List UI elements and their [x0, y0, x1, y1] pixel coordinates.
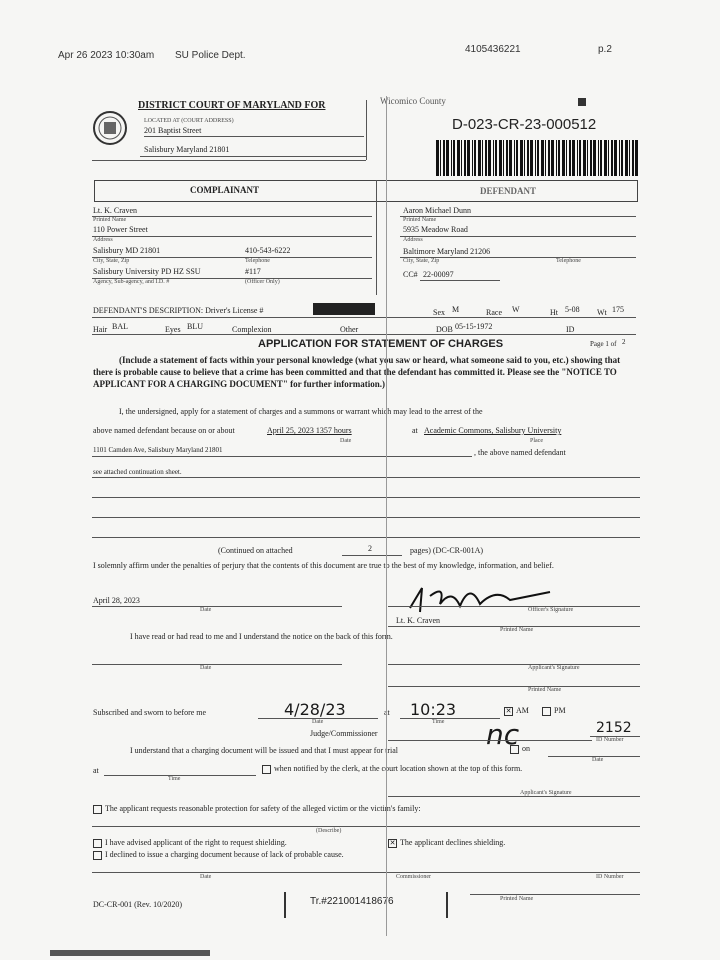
notified-text: when notified by the clerk, at the court location shown at the top of this form. [274, 764, 523, 773]
county: Wicomico County [380, 96, 446, 106]
pm-checkbox[interactable] [542, 706, 566, 716]
trial-on-box-icon [510, 745, 519, 754]
sex-value: M [452, 305, 460, 314]
at-text: at [412, 426, 418, 435]
declined-issue-text: I declined to issue a charging document because of lack of probable cause. [105, 850, 344, 859]
sworn-date-label: Date [312, 719, 324, 725]
commissioner-initials: nc [486, 718, 520, 751]
hair-value: BAL [112, 322, 128, 331]
judge-label: Judge/Commissioner [310, 729, 378, 738]
applicant-printed-name-label: Printed Name [528, 687, 562, 693]
complainant-address-label: Address [93, 237, 113, 243]
read-text: I have read or had read to me and I understand the notice on the back of this form. [130, 632, 393, 641]
court-seal-icon [92, 106, 132, 150]
race-value: W [512, 305, 520, 314]
case-number: D-023-CR-23-000512 [452, 116, 597, 133]
complainant-city-label: City, State, Zip [93, 258, 130, 264]
description-label: DEFENDANT'S DESCRIPTION: Driver's License # [93, 306, 264, 315]
protection-printed-name-label: Printed Name [500, 896, 534, 902]
eyes-value: BLU [187, 322, 203, 331]
complainant-phone: 410-543-6222 [245, 246, 291, 255]
page-label: Page 1 of [590, 340, 617, 348]
defendant-text: , the above named defendant [474, 448, 566, 457]
checkbox-icon [578, 98, 586, 106]
trial-date-label: Date [592, 757, 604, 763]
hair-label: Hair [93, 325, 108, 334]
sworn-at: at [384, 708, 390, 717]
tracking-number: Tr.#221001418676 [310, 896, 394, 907]
trial-time-label: Time [168, 776, 181, 782]
dob-label: DOB [436, 325, 453, 334]
continued-suffix: pages) (DC-CR-001A) [410, 546, 484, 555]
describe-label: (Describe) [316, 828, 342, 834]
am-check-icon: ✕ [505, 706, 512, 715]
affirm-text: I solemnly affirm under the penalties of perjury that the contents of this document are true to the best of my knowledge, information, and belief. [93, 561, 554, 570]
cc-number: 22-00097 [423, 270, 454, 279]
sex-label: Sex [433, 308, 445, 317]
fax-page: p.2 [598, 44, 612, 55]
signature-date: April 28, 2023 [93, 596, 140, 605]
application-title: APPLICATION FOR STATEMENT OF CHARGES [258, 338, 504, 350]
applicant-signature-label: Applicant's Signature [528, 665, 580, 671]
sworn-time: 10:23 [410, 700, 457, 719]
advised-text: I have advised applicant of the right to request shielding. [105, 838, 287, 847]
defendant-address: 5935 Meadow Road [403, 225, 468, 234]
barcode-icon [436, 140, 640, 176]
defendant-heading: DEFENDANT [480, 186, 537, 196]
declines-text: The applicant declines shielding. [400, 838, 506, 847]
continued-pages: 2 [368, 544, 372, 553]
continued-label: (Continued on attached [218, 546, 293, 555]
trial-applicant-sig-label: Applicant's Signature [520, 790, 572, 796]
declined-issue-checkbox[interactable] [93, 850, 344, 860]
am-label: AM [516, 706, 529, 715]
notified-checkbox[interactable] [262, 764, 522, 774]
form-number: DC-CR-001 (Rev. 10/2020) [93, 900, 183, 909]
incident-date: April 25, 2023 1357 hours [267, 426, 352, 435]
complainant-city: Salisbury MD 21801 [93, 246, 161, 255]
continuation-text: see attached continuation sheet. [93, 468, 182, 476]
defendant-phone-label: Telephone [556, 258, 581, 264]
id-number-label: ID Number [596, 737, 624, 743]
apply-text: I, the undersigned, apply for a statement of charges and a summons or warrant which may lead to the arrest of the [119, 407, 483, 416]
protection-id-label: ID Number [596, 874, 624, 880]
sworn-date: 4/28/23 [284, 700, 346, 719]
wt-label: Wt [597, 308, 607, 317]
declines-check-icon: ✕ [389, 838, 396, 847]
date-label: Date [340, 438, 352, 444]
court-address-2: Salisbury Maryland 21801 [144, 145, 230, 154]
printed-name-label: Printed Name [500, 627, 534, 633]
declined-issue-box-icon [93, 851, 102, 860]
complainant-name: Lt. K. Craven [93, 206, 137, 215]
wt-value: 175 [612, 305, 624, 314]
trial-at: at [93, 766, 99, 775]
complainant-agency-label: Agency, Sub-agency, and I.D. # [93, 279, 170, 285]
am-checkbox[interactable] [504, 706, 529, 716]
printed-name: Lt. K. Craven [396, 616, 440, 625]
page-total: 2 [622, 338, 626, 346]
incident-place: Academic Commons, Salisbury University [424, 426, 562, 435]
commissioner-label: Commissioner [396, 874, 432, 880]
complexion-label: Complexion [232, 325, 272, 334]
protection-date-label: Date [200, 874, 212, 880]
id-number: 2152 [596, 720, 632, 736]
defendant-city: Baltimore Maryland 21206 [403, 247, 491, 256]
court-address-1: 201 Baptist Street [144, 126, 202, 135]
located-at-label: LOCATED AT (COURT ADDRESS) [144, 118, 234, 124]
notified-box-icon [262, 765, 271, 774]
trial-on-label: on [522, 744, 530, 753]
court-title: DISTRICT COURT OF MARYLAND FOR [138, 100, 326, 111]
trial-text: I understand that a charging document will be issued and that I must appear for trial [130, 746, 398, 755]
ht-value: 5-08 [565, 305, 580, 314]
defendant-name-label: Printed Name [403, 217, 437, 223]
read-date-label: Date [200, 665, 212, 671]
complainant-phone-label: Telephone [245, 258, 270, 264]
place-label: Place [530, 438, 543, 444]
advised-checkbox[interactable] [93, 838, 287, 848]
pm-label: PM [554, 706, 566, 715]
trial-on-checkbox[interactable] [510, 744, 530, 754]
defendant-name: Aaron Michael Dunn [403, 206, 471, 215]
complainant-name-label: Printed Name [93, 217, 127, 223]
protection-checkbox[interactable] [93, 804, 421, 814]
advised-box-icon [93, 839, 102, 848]
protection-text: The applicant requests reasonable protection for safety of the alleged victim or the victim's family: [105, 804, 421, 813]
race-label: Race [486, 308, 502, 317]
fax-sender: SU Police Dept. [175, 50, 246, 61]
dob-value: 05-15-1972 [455, 322, 493, 331]
instructions: (Include a statement of facts within your personal knowledge (what you saw or heard, what someone said to you, etc.) showing that there is probable cause to believe that a crime has been committed and that the defendant has committed it. Please see the "NOTICE TO APPLICANT FOR A CHARGING DOCUMENT" for further information.) [93, 355, 621, 389]
protection-box-icon [93, 805, 102, 814]
complainant-agency: Salisbury University PD HZ SSU [93, 267, 201, 276]
id-label: ID [566, 325, 575, 334]
declines-checkbox[interactable] [388, 838, 505, 848]
defendant-city-label: City, State, Zip [403, 258, 440, 264]
fax-phone: 4105436221 [465, 44, 521, 55]
incident-address: 1101 Camden Ave, Salisbury Maryland 21801 [93, 446, 223, 454]
sworn-text: Subscribed and sworn to before me [93, 708, 207, 717]
ht-label: Ht [550, 308, 558, 317]
officer-only-label: (Officer Only) [245, 279, 280, 285]
complainant-address: 110 Power Street [93, 225, 148, 234]
signature-date-label: Date [200, 607, 212, 613]
complainant-heading: COMPLAINANT [190, 185, 259, 195]
pm-box-icon [542, 707, 551, 716]
defendant-address-label: Address [403, 237, 423, 243]
officer-id: #117 [245, 267, 261, 276]
cc-label: CC# [403, 270, 418, 279]
named-text: above named defendant because on or about [93, 426, 235, 435]
other-label: Other [340, 325, 359, 334]
officer-signature-label: Officer's Signature [528, 607, 574, 613]
sworn-time-label: Time [432, 719, 445, 725]
eyes-label: Eyes [165, 325, 181, 334]
fax-timestamp: Apr 26 2023 10:30am [58, 50, 155, 61]
redacted-license [313, 303, 375, 315]
